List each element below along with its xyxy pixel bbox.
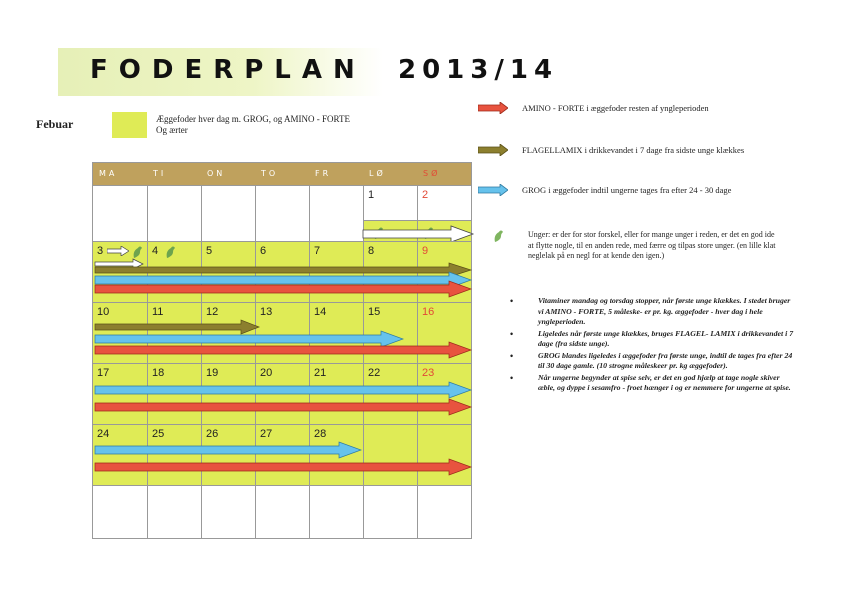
day-number-sunday: 2 — [422, 189, 429, 201]
weekday-label: MA — [99, 169, 118, 178]
olive-arrow — [95, 263, 471, 277]
legend-flagellamix-text: FLAGELLAMIX i drikkevandet i 7 dage fra sidste unge klækkes — [522, 145, 745, 155]
weekday-label: TO — [261, 169, 279, 178]
day-number: 28 — [314, 428, 327, 440]
red-arrow — [95, 342, 471, 358]
legend-grog-text: GROG i æggefoder indtil ungerne tages fra efter 24 - 30 dage — [522, 185, 732, 195]
day-number: 15 — [368, 306, 381, 318]
day-number: 5 — [206, 245, 213, 257]
intro-line-1: Æggefoder hver dag m. GROG, og AMINO - FORTE — [156, 114, 350, 124]
note-item: • Ligeledes når første unge klækkes, bruges FLAGEL- LAMIX i drikkevandet i 7 dage (fra sidste unge). — [524, 329, 794, 350]
weekday-label: TI — [153, 169, 167, 178]
day-number: 24 — [97, 428, 110, 440]
red-arrow — [95, 399, 471, 415]
blue-arrow-icon — [478, 184, 508, 196]
note-item: • GROG blandes ligeledes i æggefoder fra første unge, indtil de tages fra efter 24 til 30 dage gamle. (10 strogne måleskeer pr. kg æggefoder). — [524, 351, 794, 372]
page-title-year: 2013/14 — [398, 55, 559, 85]
week-5-arrows — [93, 425, 473, 485]
weekday-label: LØ — [369, 169, 386, 178]
legend-grog — [478, 184, 731, 196]
bird-icon — [492, 229, 504, 243]
week-2-arrows — [93, 242, 473, 302]
day-number: 6 — [260, 245, 267, 257]
day-cell — [255, 486, 309, 538]
week-row-4 — [93, 363, 471, 424]
day-number: 11 — [152, 306, 164, 318]
hint-text: Unger: er der for stor forskel, eller for mange unger i reden, er det en god ide at flytte nogle, til en anden rede, med færre og tilpas store unger. (en lille klat neglelak på en negl for at kende den igen.) — [528, 230, 776, 260]
notes-list — [510, 296, 794, 395]
week-1-arrows — [93, 186, 473, 241]
day-number: 21 — [314, 367, 327, 379]
blue-arrow — [95, 331, 403, 347]
day-cell — [147, 486, 201, 538]
day-number: 4 — [152, 245, 159, 257]
day-cell — [363, 486, 417, 538]
week-row-5 — [93, 424, 471, 485]
day-number: 10 — [97, 306, 110, 318]
week-row-6 — [93, 485, 471, 538]
legend-amino-text: AMINO - FORTE i æggefoder resten af yngleperioden — [522, 103, 709, 113]
legend-amino — [478, 102, 709, 114]
red-arrow-icon — [478, 102, 508, 114]
intro-line-2: Og ærter — [156, 125, 188, 135]
day-cell — [201, 486, 255, 538]
day-number-sunday: 9 — [422, 245, 429, 257]
blue-arrow — [95, 442, 361, 458]
week-4-arrows — [93, 364, 473, 424]
day-number: 3 — [97, 245, 104, 257]
weekday-header — [93, 163, 471, 185]
day-number: 14 — [314, 306, 327, 318]
red-arrow — [95, 459, 471, 475]
blue-arrow — [95, 382, 471, 398]
day-cell — [309, 486, 363, 538]
page-title: FODERPLAN — [90, 55, 366, 85]
day-number: 19 — [206, 367, 219, 379]
day-number-sunday: 23 — [422, 367, 435, 379]
yellow-swatch — [112, 112, 147, 138]
day-number: 13 — [260, 306, 273, 318]
day-number: 7 — [314, 245, 321, 257]
day-number: 17 — [97, 367, 110, 379]
day-number-sunday: 16 — [422, 306, 435, 318]
day-number: 20 — [260, 367, 273, 379]
note-item: • Vitaminer mandag og torsdag stopper, når første unge klækkes. I stedet bruger vi AMINO - FORTE, 5 måleske- er pr. kg. æggefoder - hver dag i hele yngleperioden. — [524, 296, 794, 328]
week-row-3 — [93, 302, 471, 363]
day-number: 27 — [260, 428, 273, 440]
week-3-arrows — [93, 303, 473, 363]
weekday-label: ON — [207, 169, 226, 178]
weekday-label-sunday: SØ — [423, 169, 441, 178]
white-arrow — [363, 226, 473, 242]
olive-arrow — [95, 320, 259, 334]
week-row-2 — [93, 241, 471, 302]
day-number: 12 — [206, 306, 219, 318]
day-number: 26 — [206, 428, 219, 440]
week-row-1 — [93, 185, 471, 241]
day-cell — [417, 486, 471, 538]
legend-flagellamix — [478, 144, 744, 156]
day-number: 1 — [368, 189, 375, 201]
olive-arrow-icon — [478, 144, 508, 156]
day-number: 22 — [368, 367, 381, 379]
day-number: 25 — [152, 428, 165, 440]
month-label: Febuar — [36, 117, 74, 131]
calendar-grid — [92, 162, 472, 539]
day-number: 18 — [152, 367, 165, 379]
day-cell — [93, 486, 147, 538]
weekday-label: FR — [315, 169, 332, 178]
intro-text — [156, 114, 396, 136]
note-item: • Når ungerne begynder at spise selv, er det en god hjælp at tage nogle skiver æble, og dyppe i sesamfro - froet hænger i og er nemmere for ungerne at spise. — [524, 373, 794, 394]
day-number: 8 — [368, 245, 375, 257]
